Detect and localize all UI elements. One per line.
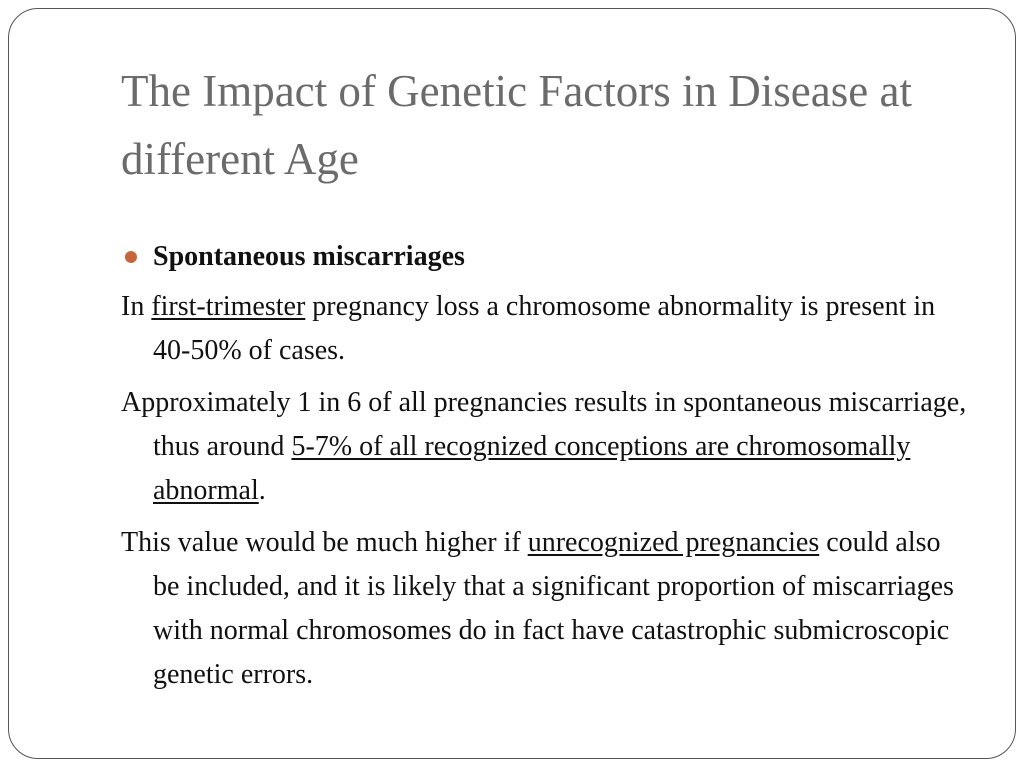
underlined-term: 5-7% of all recognized conceptions are chromosomally abnormal — [153, 431, 911, 506]
paragraph-approximately — [121, 381, 971, 513]
paragraph-text: pregnancy loss a chromosome abnormality is present in 40-50% of cases. — [153, 291, 936, 366]
underlined-term: first-trimester — [151, 291, 306, 322]
paragraph-text: could also be included, and it is likely that a significant proportion of miscarriages with normal chromosomes do in fact have catastrophic submicroscopic genetic errors. — [153, 527, 954, 690]
slide — [8, 8, 1016, 759]
paragraph-text: In — [121, 291, 152, 322]
paragraph-text: Approximately 1 in 6 of all pregnancies results in spontaneous miscarriage, thus around — [121, 387, 967, 462]
bullet-dot-icon — [125, 251, 137, 263]
slide-body — [121, 235, 971, 705]
bullet-item — [121, 235, 971, 279]
bullet-text: Spontaneous miscarriages — [153, 241, 465, 272]
paragraph-first-trimester — [121, 285, 971, 373]
slide-title: The Impact of Genetic Factors in Disease at different Age — [121, 66, 912, 184]
underlined-term: unrecognized pregnancies — [527, 527, 820, 558]
paragraph-text: This value would be much higher if — [121, 527, 528, 558]
paragraph-unrecognized — [121, 521, 971, 697]
paragraph-text: . — [258, 475, 266, 506]
